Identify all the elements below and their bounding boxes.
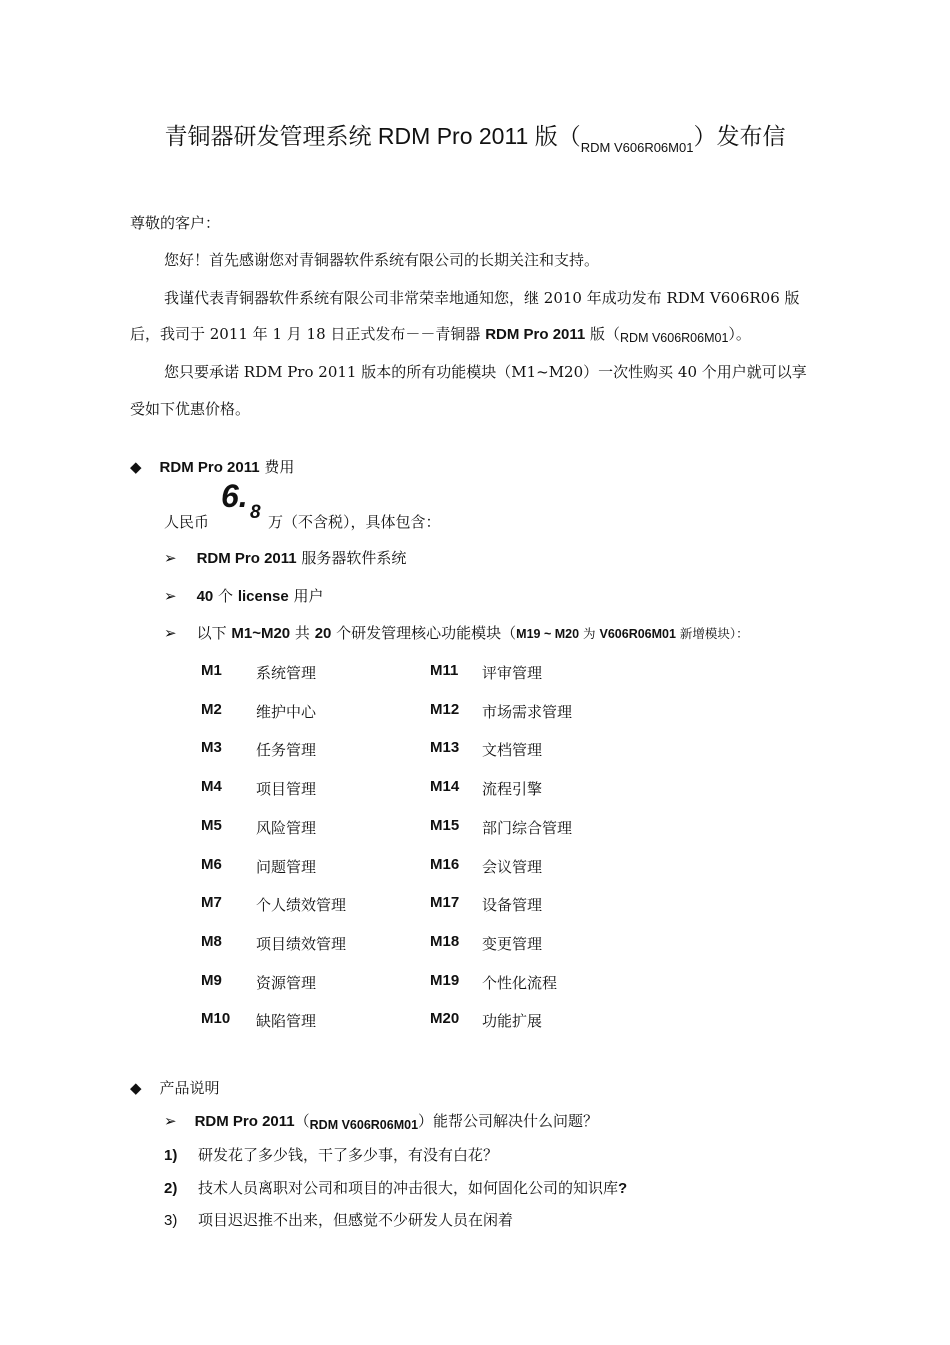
product-heading-title: 产品说明	[159, 1079, 220, 1097]
question-1	[164, 1144, 498, 1165]
question-3-text: 项目迟迟推不出来，但感觉不少研发人员在闲着	[198, 1211, 514, 1229]
modules-text-e: 个研发管理核心功能模块（	[331, 624, 517, 642]
modules-text-c: 共	[290, 624, 315, 642]
item-license-text: 个	[213, 587, 238, 605]
diamond-bullet-icon: ◆	[130, 458, 142, 476]
module-name: 项目管理	[256, 780, 317, 798]
title-end: ）发布信	[693, 123, 786, 149]
arrow-bullet-icon: ➢	[164, 1112, 177, 1130]
module-name: 资源管理	[256, 974, 317, 992]
item-license	[164, 585, 323, 606]
product-question-version: RDM V606R06M01	[309, 1118, 419, 1132]
module-name: 个人绩效管理	[256, 896, 347, 914]
module-code: M13	[430, 739, 460, 756]
announce-text-a: 后，我司于 2011 年 1 月 18 日正式发布－－青铜器	[130, 325, 486, 343]
announce-product: RDM Pro 2011	[485, 326, 586, 343]
module-name: 文档管理	[482, 741, 543, 759]
item-modules	[164, 622, 749, 643]
modules-count: 20	[314, 625, 332, 642]
arrow-bullet-icon: ➢	[164, 624, 177, 642]
module-code: M15	[430, 817, 460, 834]
module-code: M10	[201, 1010, 231, 1027]
question-1-number: 1)	[164, 1147, 178, 1164]
module-code: M4	[201, 778, 222, 795]
paragraph-announce-line2	[130, 323, 751, 344]
modules-version: V606R06M01	[599, 627, 676, 641]
diamond-bullet-icon: ◆	[130, 1079, 142, 1097]
item-license-suffix: 用户	[288, 587, 324, 605]
announce-text-c: 版（	[585, 325, 621, 343]
module-code: M8	[201, 933, 222, 950]
item-license-count: 40	[196, 588, 214, 605]
module-code: M2	[201, 701, 222, 718]
module-code: M14	[430, 778, 460, 795]
title-sub: RDM V606R06M01	[580, 140, 694, 155]
question-2-number: 2)	[164, 1180, 178, 1197]
section-cost-heading	[130, 456, 294, 477]
module-code: M1	[201, 662, 222, 679]
module-name: 缺陷管理	[256, 1012, 317, 1030]
module-name: 设备管理	[482, 896, 543, 914]
question-2-mark: ?	[618, 1180, 628, 1197]
modules-new-range: M19 ~ M20	[516, 627, 580, 641]
module-name: 项目绩效管理	[256, 935, 347, 953]
question-3	[164, 1209, 513, 1230]
greeting: 尊敬的客户：	[130, 214, 221, 232]
question-2	[164, 1177, 627, 1198]
price-major: 6.	[221, 478, 248, 514]
modules-text-i: 新增模块）：	[675, 626, 749, 641]
question-1-text: 研发花了多少钱，干了多少事，有没有白花？	[198, 1146, 499, 1164]
module-code: M18	[430, 933, 460, 950]
module-name: 会议管理	[482, 858, 543, 876]
item-server-bold: RDM Pro 2011	[196, 550, 297, 567]
modules-range: M1~M20	[231, 625, 291, 642]
module-code: M3	[201, 739, 222, 756]
question-2-text: 技术人员离职对公司和项目的冲击很大，如何固化公司的知识库	[198, 1179, 619, 1197]
module-name: 流程引擎	[482, 780, 543, 798]
item-server-rest: 服务器软件系统	[296, 549, 407, 567]
module-code: M6	[201, 856, 222, 873]
paragraph-announce-line1: 我谨代表青铜器软件系统有限公司非常荣幸地通知您，继 2010 年成功发布 RDM V606R06 版	[164, 289, 800, 307]
module-name: 任务管理	[256, 741, 317, 759]
document-title	[0, 118, 950, 155]
module-code: M12	[430, 701, 460, 718]
cost-heading-rest: 费用	[259, 458, 295, 476]
module-name: 市场需求管理	[482, 703, 573, 721]
cost-heading-product: RDM Pro 2011	[159, 459, 260, 476]
modules-text-g: 为	[579, 626, 600, 641]
module-code: M17	[430, 894, 460, 911]
arrow-bullet-icon: ➢	[164, 549, 177, 567]
product-question-product: RDM Pro 2011	[194, 1113, 295, 1130]
module-code: M5	[201, 817, 222, 834]
item-server	[164, 547, 406, 568]
module-code: M7	[201, 894, 222, 911]
module-name: 系统管理	[256, 664, 317, 682]
module-code: M16	[430, 856, 460, 873]
section-product-heading	[130, 1077, 220, 1098]
modules-text-a: 以下	[196, 624, 232, 642]
module-name: 个性化流程	[482, 974, 558, 992]
product-question-rest: ）能帮公司解决什么问题？	[418, 1112, 599, 1130]
price-suffix: 万（不含税），具体包含：	[268, 513, 441, 531]
module-code: M19	[430, 972, 460, 989]
announce-version: RDM V606R06M01	[620, 331, 729, 345]
module-code: M9	[201, 972, 222, 989]
module-name: 风险管理	[256, 819, 317, 837]
module-name: 功能扩展	[482, 1012, 543, 1030]
module-name: 评审管理	[482, 664, 543, 682]
paragraph-offer-line2: 受如下优惠价格。	[130, 400, 251, 418]
module-code: M20	[430, 1010, 460, 1027]
module-name: 问题管理	[256, 858, 317, 876]
arrow-bullet-icon: ➢	[164, 587, 177, 605]
price-minor: 8	[250, 502, 261, 523]
price-prefix: 人民币	[164, 513, 210, 531]
module-code: M11	[430, 662, 459, 679]
module-name: 部门综合管理	[482, 819, 573, 837]
item-license-word: license	[237, 588, 289, 605]
paragraph-offer-line1: 您只要承诺 RDM Pro 2011 版本的所有功能模块（M1~M20）一次性购买 40 个用户就可以享	[164, 363, 807, 381]
module-name: 维护中心	[256, 703, 317, 721]
paragraph-intro: 您好！首先感谢您对青铜器软件系统有限公司的长期关注和支持。	[164, 251, 600, 269]
announce-text-d: ）。	[728, 325, 751, 343]
question-3-number: 3)	[164, 1212, 178, 1229]
module-name: 变更管理	[482, 935, 543, 953]
title-main: 青铜器研发管理系统 RDM Pro 2011 版（	[164, 123, 581, 149]
product-question-heading	[164, 1110, 598, 1131]
product-question-paren: （	[294, 1112, 310, 1130]
